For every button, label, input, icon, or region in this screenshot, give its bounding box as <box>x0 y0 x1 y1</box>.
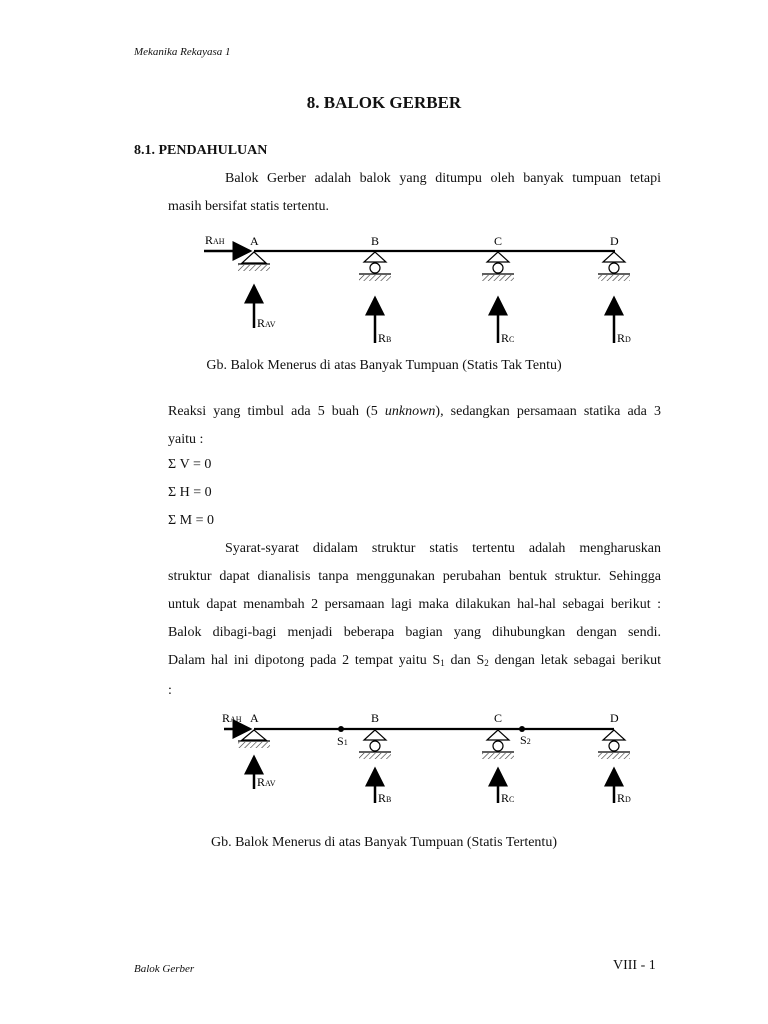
reaction-ah-label: RAH <box>205 233 225 247</box>
reaction-line-1: Reaksi yang timbul ada 5 buah (5 unknown), sedangkan persamaan statika ada 3 <box>168 404 661 419</box>
support-a-pin <box>238 234 270 271</box>
support-b-roller <box>359 711 391 759</box>
reaction-d-label: RD <box>617 331 631 345</box>
reaction-av-label: RAV <box>257 775 276 789</box>
body-line-2: struktur dapat dianalisis tanpa menggunakan perubahan bentuk struktur. Sehingga <box>168 569 661 584</box>
support-c-label: C <box>494 234 503 248</box>
support-d-roller <box>598 234 630 281</box>
figure-2-caption: Gb. Balok Menerus di atas Banyak Tumpuan (Statis Tertentu) <box>210 835 557 850</box>
hinge-s1 <box>338 726 344 732</box>
support-c-label: C <box>494 711 503 725</box>
reaction-b-label: RB <box>378 791 392 805</box>
chapter-title: 8. BALOK GERBER <box>306 93 462 112</box>
intro-paragraph <box>168 165 661 221</box>
body-line-3: untuk dapat menambah 2 persamaan lagi maka dilakukan hal-hal sebagai berikut : <box>168 597 661 612</box>
page-number: VIII - 1 <box>613 958 656 973</box>
support-d-label: D <box>610 711 619 725</box>
support-a-label: A <box>250 234 259 248</box>
body-line-1: Syarat-syarat didalam struktur statis tertentu adalah mengharuskan <box>225 541 661 556</box>
equation-sum-m: Σ M = 0 <box>168 513 214 528</box>
intro-line-1: Balok Gerber adalah balok yang ditumpu oleh banyak tumpuan tetapi <box>225 171 661 186</box>
figure-2-gerber-beam <box>210 703 650 813</box>
body-line-4: Balok dibagi-bagi menjadi beberapa bagian yang dihubungkan dengan sendi. <box>168 625 661 640</box>
section-heading: 8.1. PENDAHULUAN <box>134 143 268 158</box>
running-footer: Balok Gerber <box>134 963 195 975</box>
reaction-b-label: RB <box>378 331 392 345</box>
reaction-ah-label: RAH <box>222 711 242 725</box>
reaction-c-label: RC <box>501 331 515 345</box>
support-a-label: A <box>250 711 259 725</box>
equation-sum-v: Σ V = 0 <box>168 457 212 472</box>
support-d-label: D <box>610 234 619 248</box>
figure-1-continuous-beam <box>190 228 650 353</box>
support-b-roller <box>359 234 391 281</box>
support-b-label: B <box>371 234 380 248</box>
reaction-av-label: RAV <box>257 316 276 330</box>
equation-sum-h: Σ H = 0 <box>168 485 212 500</box>
hinge-s2 <box>519 726 525 732</box>
reaction-c-label: RC <box>501 791 515 805</box>
support-b-label: B <box>371 711 380 725</box>
body-paragraph <box>168 535 661 705</box>
hinge-s1-label: S1 <box>337 734 348 748</box>
reaction-paragraph <box>168 398 661 454</box>
body-line-5: Dalam hal ini dipotong pada 2 tempat yaitu $S_1$ dan $S_2$ dengan letak sebagai berikut <box>168 653 661 668</box>
reaction-line-2: yaitu : <box>168 432 204 447</box>
figure-1-caption: Gb. Balok Menerus di atas Banyak Tumpuan (Statis Tak Tentu) <box>206 358 562 373</box>
reaction-d-label: RD <box>617 791 631 805</box>
intro-line-2: masih bersifat statis tertentu. <box>168 199 329 214</box>
hinge-s2-label: S2 <box>520 733 531 747</box>
body-line-6: : <box>168 683 172 698</box>
support-c-roller <box>482 711 514 759</box>
running-header: Mekanika Rekayasa 1 <box>134 46 231 58</box>
support-d-roller <box>598 711 630 759</box>
support-c-roller <box>482 234 514 281</box>
